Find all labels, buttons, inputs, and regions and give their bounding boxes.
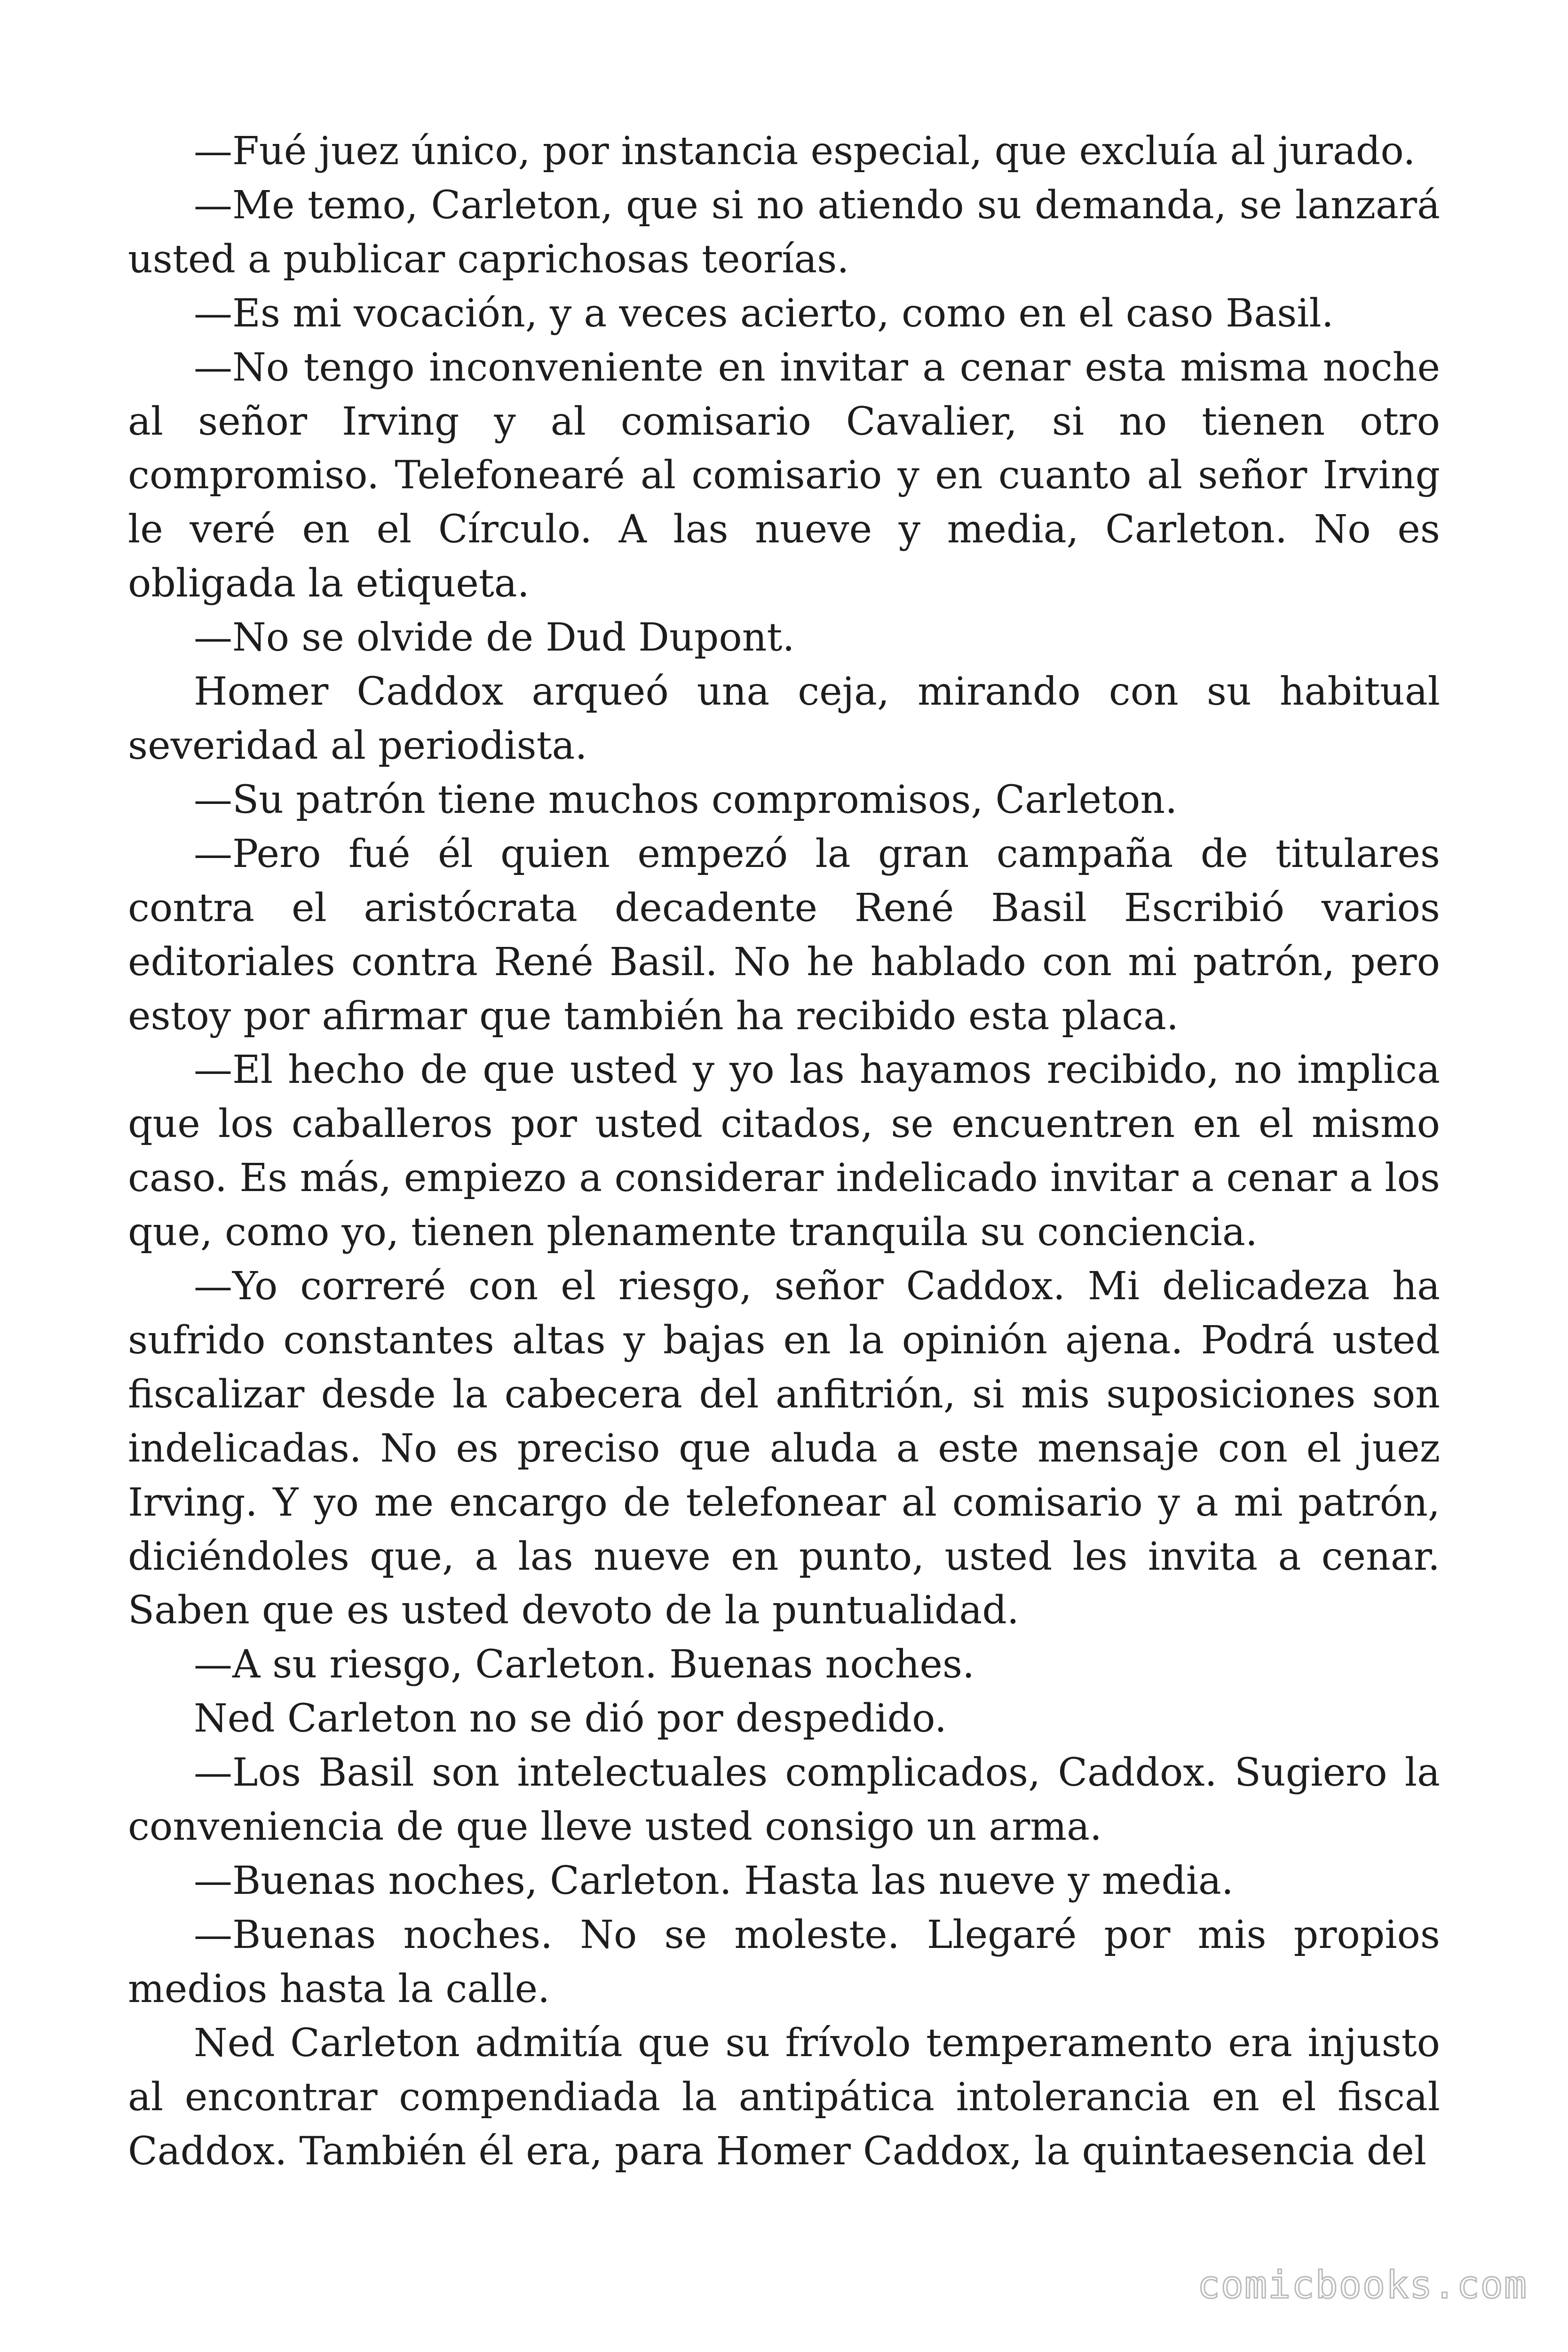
paragraph: —Buenas noches, Carleton. Hasta las nueve y media.	[194, 1859, 1234, 1903]
paragraph: —No tengo inconveniente en invitar a cenar esta misma noche al señor Irving y al comisario Cavalier, si no tienen otro compromiso. Telefonearé al comisario y en cuanto al señor Irving le veré en el Círculo. A las nueve y media, Carleton. No es obligada la etiqueta.	[128, 345, 1440, 606]
paragraph: —Fué juez único, por instancia especial, que excluía al jurado.	[194, 129, 1416, 174]
paragraph: —Es mi vocación, y a veces acierto, como en el caso Basil.	[194, 291, 1334, 336]
document-body	[128, 125, 1440, 2178]
paragraph: —Su patrón tiene muchos compromisos, Carleton.	[194, 777, 1178, 822]
paragraph: —No se olvide de Dud Dupont.	[194, 615, 795, 660]
paragraph: —El hecho de que usted y yo las hayamos recibido, no implica que los caballeros por usted citados, se encuentren en el mismo caso. Es más, empiezo a considerar indelicado invitar a cenar a los que, como yo, tienen plenamente tranquila su conciencia.	[128, 1048, 1440, 1255]
paragraph: Homer Caddox arqueó una ceja, mirando con su habitual severidad al periodista.	[128, 669, 1440, 768]
paragraph: —Me temo, Carleton, que si no atiendo su demanda, se lanzará usted a publicar caprichosas teorías.	[128, 183, 1440, 282]
paragraph: Ned Carleton admitía que su frívolo temperamento era injusto al encontrar compendiada la antipática intolerancia en el fiscal Caddox. También él era, para Homer Caddox, la quintaesencia del	[128, 2020, 1440, 2174]
paragraph: Ned Carleton no se dió por despedido.	[194, 1696, 947, 1741]
paragraph: —Buenas noches. No se moleste. Llegaré por mis propios medios hasta la calle.	[128, 1912, 1440, 2011]
paragraph: —A su riesgo, Carleton. Buenas noches.	[194, 1642, 975, 1687]
paragraph: —Pero fué él quien empezó la gran campaña de titulares contra el aristócrata decadente René Basil Escribió varios editoriales contra René Basil. No he hablado con mi patrón, pero estoy por afirmar que también ha recibido esta placa.	[128, 831, 1440, 1039]
watermark: comicbooks.com	[1197, 2263, 1528, 2307]
paragraph: —Yo correré con el riesgo, señor Caddox. Mi delicadeza ha sufrido constantes altas y bajas en la opinión ajena. Podrá usted fiscalizar desde la cabecera del anfitrión, si mis suposiciones son indelicadas. No es preciso que aluda a este mensaje con el juez Irving. Y yo me encargo de telefonear al comisario y a mi patrón, diciéndoles que, a las nueve en punto, usted les invita a cenar. Saben que es usted devoto de la puntualidad.	[128, 1264, 1440, 1633]
paragraph: —Los Basil son intelectuales complicados, Caddox. Sugiero la conveniencia de que lleve usted consigo un arma.	[128, 1750, 1440, 1850]
